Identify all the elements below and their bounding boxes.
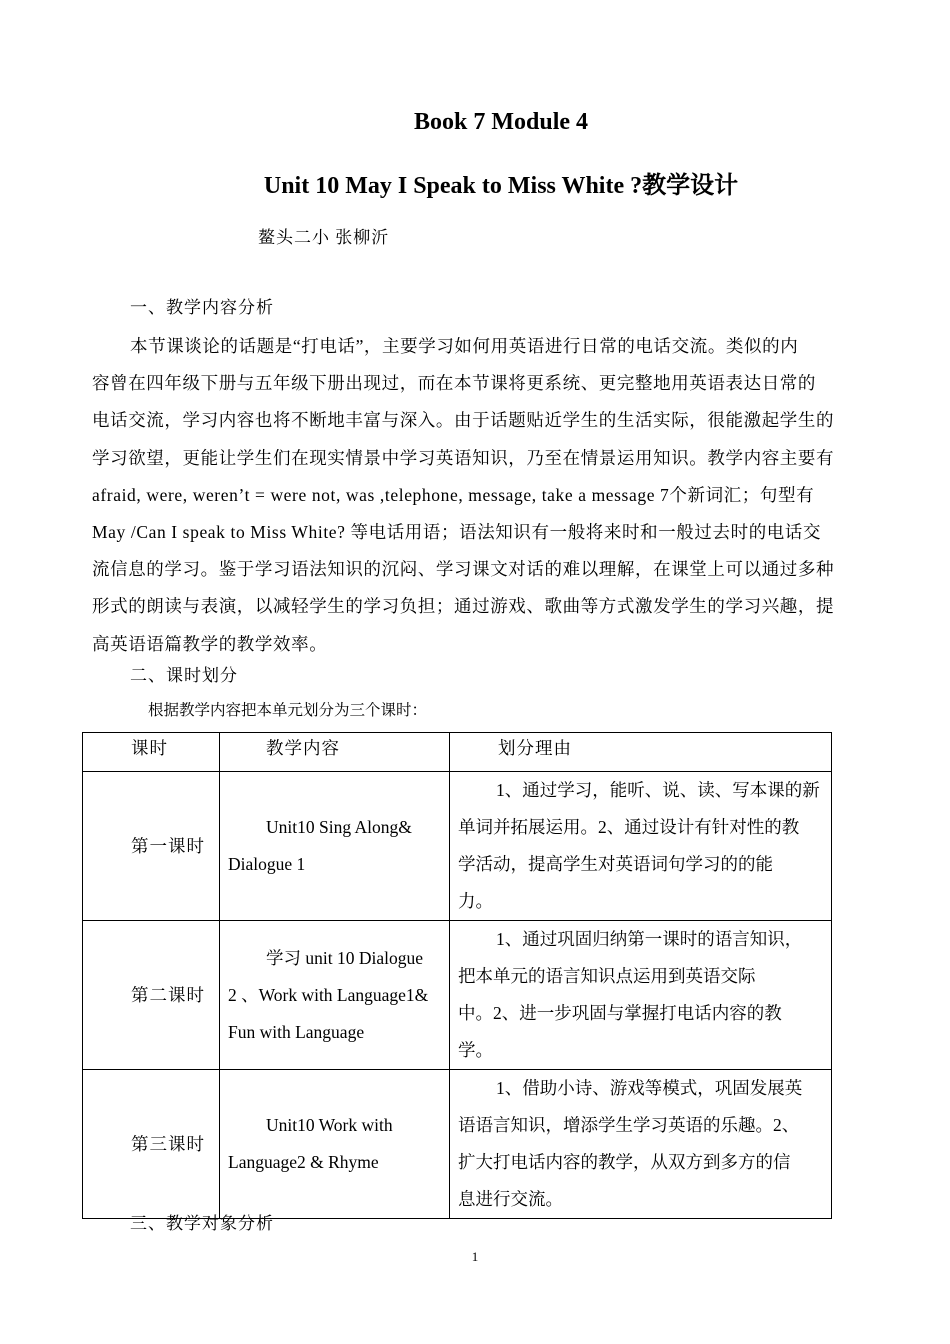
period-cell xyxy=(83,1070,220,1219)
reason-line: 扩大打电话内容的教学，从双方到多方的信 xyxy=(458,1152,791,1172)
table-row xyxy=(83,1070,832,1219)
content-cell xyxy=(220,921,450,1070)
content-line: Unit10 Sing Along& xyxy=(266,817,412,837)
author-line: 鳌头二小 张柳沂 xyxy=(258,228,390,247)
reason-line: 1、通过巩固归纳第一课时的语言知识， xyxy=(496,929,803,949)
paragraph-line: 本节课谈论的话题是“打电话”，主要学习如何用英语进行日常的电话交流。类似的内 xyxy=(130,336,799,356)
content-analysis-paragraph xyxy=(92,328,860,663)
reason-line: 学。 xyxy=(458,1040,493,1060)
header-period: 课时 xyxy=(131,738,168,758)
content-line: Language2 & Rhyme xyxy=(228,1152,379,1172)
content-cell xyxy=(220,1070,450,1219)
reason-line: 把本单元的语言知识点运用到英语交际 xyxy=(458,966,756,986)
content-line: Dialogue 1 xyxy=(228,854,306,874)
period-label: 第二课时 xyxy=(131,984,205,1005)
reason-cell xyxy=(450,1070,832,1219)
document-title-line1: Book 7 Module 4 xyxy=(413,109,589,135)
paragraph-line: 流信息的学习。鉴于学习语法知识的沉闷、学习课文对话的难以理解，在课堂上可以通过多种 xyxy=(92,559,835,580)
content-line: Unit10 Work with xyxy=(266,1115,393,1135)
table-header-row xyxy=(83,733,832,772)
reason-cell xyxy=(450,772,832,921)
period-cell xyxy=(83,772,220,921)
reason-line: 1、通过学习，能听、说、读、写本课的新 xyxy=(496,780,820,800)
table-header-cell xyxy=(83,733,220,772)
reason-cell xyxy=(450,921,832,1070)
paragraph-line: 电话交流，学习内容也将不断地丰富与深入。由于话题贴近学生的生活实际，很能激起学生的 xyxy=(92,410,835,431)
section-heading-content-analysis: 一、教学内容分析 xyxy=(130,298,274,317)
paragraph-line: 容曾在四年级下册与五年级下册出现过，而在本节课将更系统、更完整地用英语表达日常的 xyxy=(92,373,816,394)
reason-line: 力。 xyxy=(458,891,493,911)
reason-line: 语语言知识，增添学生学习英语的乐趣。2、 xyxy=(458,1115,800,1135)
table-row xyxy=(83,772,832,921)
section-heading-student-analysis: 三、教学对象分析 xyxy=(130,1214,274,1233)
paragraph-line: 学习欲望，更能让学生们在现实情景中学习英语知识，乃至在情景运用知识。教学内容主要有 xyxy=(92,447,835,468)
reason-line: 学活动，提高学生对英语词句学习的的能 xyxy=(458,854,773,874)
content-cell xyxy=(220,772,450,921)
paragraph-line: afraid, were, weren’t = were not, was ,telephone, message, take a message 7个新词汇；句型有 xyxy=(92,484,815,505)
table-header-cell xyxy=(220,733,450,772)
reason-line: 息进行交流。 xyxy=(458,1189,563,1209)
header-reason: 划分理由 xyxy=(498,738,572,758)
content-line: 2 、Work with Language1& xyxy=(228,984,429,1005)
period-cell xyxy=(83,921,220,1070)
period-label: 第一课时 xyxy=(131,835,205,856)
header-content: 教学内容 xyxy=(266,738,340,758)
period-division-intro: 根据教学内容把本单元划分为三个课时： xyxy=(148,702,428,719)
page-number: 1 xyxy=(471,1249,479,1264)
reason-line: 单词并拓展运用。2、通过设计有针对性的教 xyxy=(458,817,800,837)
table-header-cell xyxy=(450,733,832,772)
lesson-period-table xyxy=(82,732,832,1219)
reason-line: 1、借助小诗、游戏等模式，巩固发展英 xyxy=(496,1078,803,1098)
section-heading-period-division: 二、课时划分 xyxy=(130,666,238,685)
paragraph-line: 形式的朗读与表演，以减轻学生的学习负担；通过游戏、歌曲等方式激发学生的学习兴趣，提 xyxy=(92,596,835,617)
paragraph-line: May /Can I speak to Miss White? 等电话用语；语法知识有一般将来时和一般过去时的电话交 xyxy=(92,522,822,543)
content-line: Fun with Language xyxy=(228,1021,365,1042)
document-title-line2: Unit 10 May I Speak to Miss White ?教学设计 xyxy=(263,173,739,199)
content-line: 学习 unit 10 Dialogue xyxy=(266,947,423,968)
period-label: 第三课时 xyxy=(131,1133,205,1154)
paragraph-line: 高英语语篇教学的教学效率。 xyxy=(92,633,328,654)
reason-line: 中。2、进一步巩固与掌握打电话内容的教 xyxy=(458,1003,782,1023)
table-row xyxy=(83,921,832,1070)
